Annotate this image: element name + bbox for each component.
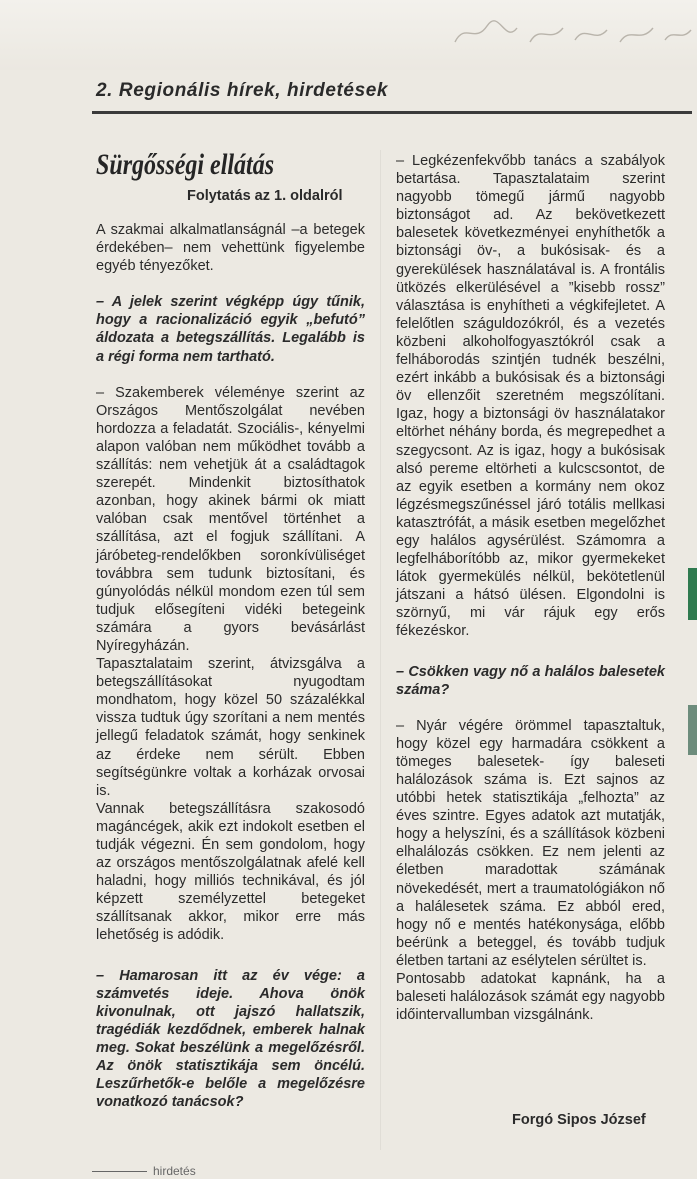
paragraph: Pontosabb adatokat kapnánk, ha a baleseti halálozások számát egy nagyobb időintervallumban vizsgálnánk. (396, 971, 665, 1024)
paragraph: Tapasztalataim szerint, átvizsgálva a betegszállításokat nyugodtam mondhatom, hogy közel 50 százalékkal vissza tudtuk úgy szorítani a nem mentés jellegű feladatok számát, hogy senkinek az érdeke nem sérült. Ebben segítségünkre voltak a korházak orvosai is. (96, 656, 365, 799)
interview-question: – A jelek szerint végképp úgy tűnik, hogy a racionalizáció egyik „befutó” áldozata a betegszállítás. Legalább is a régi forma nem tartható. (96, 294, 365, 365)
interview-question: – Hamarosan itt az év vége: a számvetés ideje. Ahova önök kivonulnak, ott jajszó hallatszik, tragédiák kezdődnek, emberek halnak meg. Sokat beszélünk a megelőzésről. Az önök statisztikája sem öncélú. Leszűrhetők-e belőle a megelőzésre vonatkozó tanácsok? (96, 967, 365, 1111)
side-color-tab (688, 568, 697, 620)
paragraph: Vannak betegszállításra szakosodó magáncégek, akik ezt indokolt esetben el tudják végezni. Én sem gondolom, hogy az országos mentőszolgálatnak afelé kell haladni, hogy milliós technikával, és jól képzett személyzettel betegeket szállítsanak akkor, mikor erre más lehetőség is adódik. (96, 800, 365, 944)
article-subtitle: Folytatás az 1. oldalról (187, 188, 343, 204)
side-color-tab (688, 705, 697, 755)
article-column-left (96, 221, 365, 1111)
column-divider (380, 150, 381, 1150)
author-signature: Forgó Sipos József (512, 1112, 646, 1128)
footer-rule (92, 1171, 147, 1172)
article-title: Sürgősségi ellátás (96, 148, 275, 181)
footer-text: hirdetés (153, 1164, 196, 1178)
paragraph: A szakmai alkalmatlanságnál –a betegek érdekében– nem vehettünk figyelembe egyéb tényezőket. (96, 222, 365, 275)
paragraph: – Szakemberek véleménye szerint az Országos Mentőszolgálat nevében hordozza a feladatát. Szociális-, kényelmi alapon valóban nem működhet tovább a szállítás: nem vehetjük át a családtagok szerepét. Mindenkit biztosíthatok azonban, hogy akinek bármi ok miatt valóban csak mentővel történhet a szállítása, azt el fogjuk szállítani. A járóbeteg-rendelőkben soronkívüliséget továbbra sem tudunk biztosítani, és gúnyolódás nélkül mondom ezen túl sem tudjuk elősegíteni vidéki betegeink számára a gyors bevásárlást Nyíregyházán. (96, 384, 365, 654)
pencil-marks-icon (445, 14, 695, 54)
paragraph: – Legkézenfekvőbb tanács a szabályok betartása. Tapasztalataim szerint nagyobb tömegű jármű nagyobb biztonságot ad. Az bekövetkezett balesetek következményei enyhíthetők a biztonsági öv-, a bukósisak- és a gyerekülések használatával is. A frontális ütközés elkerülésével a ”kisebb rossz” választása is enyhítheti a végkifejletet. A felelőtlen száguldozókról, és a vezetés közbeni alkoholfogyasztókról csak a felháborodás szintjén tudnék beszélni, ezért inkább a bukósisak és a biztonsági öv ellenzőit szeretném megszólítani. Igaz, hogy a biztonsági öv használatakor eltörhet néhány borda, és megrepedhet a szegycsont. Az is igaz, hogy a bukósisak alsó pereme eltörheti a kulcscsontot, de az egyik esetben a kormány nem okoz légzésmegszűnéssel járó totális mellkasi katasztrófát, a másik esetben megelőzhet egy halálos agysérülést. Számomra a legfelháborítóbb az, mikor gyermekeket látok gyermekülés nélkül, bekötetlenül játszani a hátsó ülésen. Elgondolni is szörnyű, mi vár rájuk egy erős fékezéskor. (396, 153, 665, 640)
article-column-right (396, 152, 665, 1024)
footer-label (92, 1164, 196, 1178)
paragraph: – Nyár végére örömmel tapasztaltuk, hogy közel egy harmadára csökkent a tömeges balesetek- így baleseti halálozások száma is. Ezt sajnos az utóbbi hetek statisztikája „felhozta” az éves szintre. Egyes adatok azt mutatják, hogy a helyszíni, és a szállítások közbeni elhalálozás csökken. Ez nem jelenti az életben maradottak számának növekedését, mert a traumatológiákon nő a halálesetek száma. Ez abból ered, hogy nő e mentés hatékonysága, előbb beérünk a beteggel, és tovább tudjuk életben tartani az esélytelen sérültet is. (396, 717, 665, 969)
interview-question: – Csökken vagy nő a halálos balesetek száma? (396, 663, 665, 698)
section-heading: 2. Regionális hírek, hirdetések (96, 80, 389, 101)
section-divider (92, 111, 692, 114)
